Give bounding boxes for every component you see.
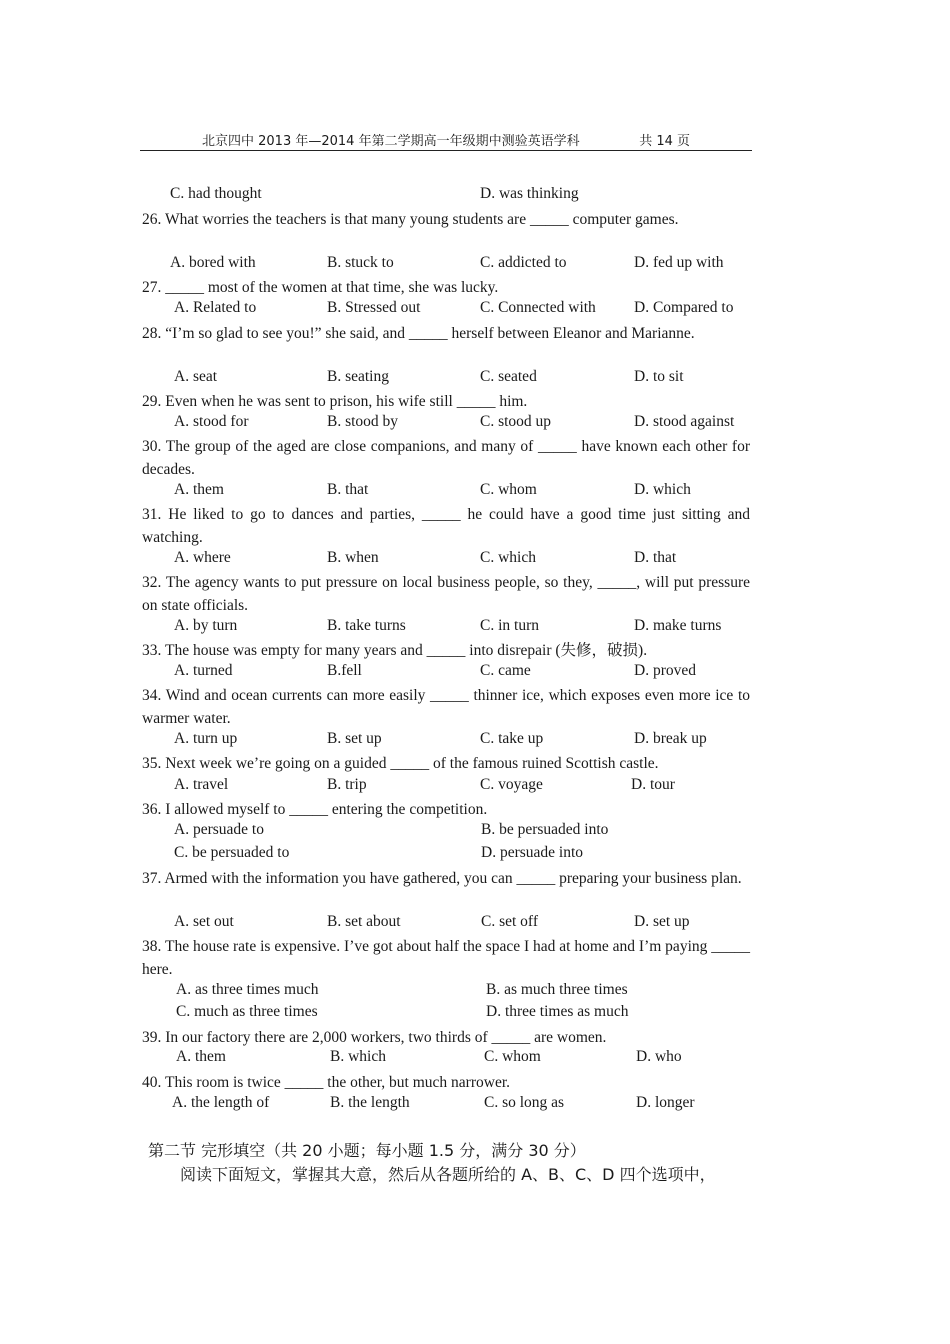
option-d: D. longer [636, 1094, 695, 1111]
options-35 [0, 776, 950, 799]
page-header [140, 126, 752, 151]
options-26 [0, 254, 950, 277]
options-36-row1 [0, 821, 950, 844]
option-c: C. voyage [480, 776, 543, 793]
carry-options [0, 185, 950, 208]
option-d: D. persuade into [481, 844, 584, 861]
option-c: C. which [480, 549, 536, 566]
option-b: B. which [330, 1048, 386, 1065]
option-a: A. turn up [174, 730, 238, 747]
option-d: D. which [634, 481, 691, 498]
option-d: D. to sit [634, 368, 684, 385]
option-d: D. three times as much [486, 1003, 629, 1020]
option-b: B.fell [327, 662, 362, 679]
option-d: D. break up [634, 730, 707, 747]
option-d: D. that [634, 549, 677, 566]
option-a: A. by turn [174, 617, 238, 634]
question-29: 29. Even when he was sent to prison, his wife still _____ him. [142, 393, 528, 410]
option-d: D. Compared to [634, 299, 734, 316]
question-34: 34. Wind and ocean currents can more easily _____ thinner ice, which exposes even more ice to warmer water. [142, 687, 750, 727]
option-b: B. set about [327, 913, 401, 930]
question-38: 38. The house rate is expensive. I’ve got about half the space I had at home and I’m paying _____ here. [142, 938, 750, 978]
option-a: A. persuade to [174, 821, 264, 838]
option-c: C. had thought [170, 185, 262, 202]
option-c: C. take up [480, 730, 544, 747]
option-d: D. who [636, 1048, 682, 1065]
options-30 [0, 481, 950, 504]
question-33: 33. The house was empty for many years and _____ into disrepair (失修，破损). [142, 642, 648, 659]
option-b: B. when [327, 549, 379, 566]
page-count: 共 14 页 [639, 134, 690, 149]
options-40 [0, 1094, 950, 1117]
option-a: A. them [176, 1048, 226, 1065]
option-d: D. set up [634, 913, 690, 930]
question-37: 37. Armed with the information you have gathered, you can _____ preparing your business plan. [142, 870, 742, 887]
option-d: D. was thinking [480, 185, 579, 202]
section-intro: 阅读下面短文，掌握其大意，然后从各题所给的 A、B、C、D 四个选项中， [180, 1165, 716, 1184]
question-40: 40. This room is twice _____ the other, but much narrower. [142, 1074, 511, 1091]
option-c: C. addicted to [480, 254, 567, 271]
option-c: C. whom [484, 1048, 541, 1065]
option-b: B. as much three times [486, 981, 628, 998]
option-b: B. the length [330, 1094, 410, 1111]
options-29 [0, 413, 950, 436]
question-31: 31. He liked to go to dances and parties, _____ he could have a good time just sitting and watching. [142, 506, 750, 546]
option-b: B. that [327, 481, 369, 498]
option-d: D. tour [631, 776, 675, 793]
option-b: B. Stressed out [327, 299, 421, 316]
option-c: C. stood up [480, 413, 552, 430]
question-28: 28. “I’m so glad to see you!” she said, and _____ herself between Eleanor and Marianne. [142, 325, 695, 342]
options-38-row1 [0, 981, 950, 1004]
option-a: A. the length of [172, 1094, 270, 1111]
option-b: B. stuck to [327, 254, 394, 271]
option-b: B. stood by [327, 413, 399, 430]
option-a: A. stood for [174, 413, 249, 430]
question-39: 39. In our factory there are 2,000 workers, two thirds of _____ are women. [142, 1029, 607, 1046]
option-d: D. fed up with [634, 254, 724, 271]
options-39 [0, 1048, 950, 1071]
option-b: B. seating [327, 368, 389, 385]
option-b: B. take turns [327, 617, 406, 634]
section-title: 第二节 完形填空（共 20 小题；每小题 1.5 分，满分 30 分） [148, 1141, 586, 1160]
options-33 [0, 662, 950, 685]
option-a: A. where [174, 549, 231, 566]
option-a: A. set out [174, 913, 234, 930]
options-38-row2 [0, 1003, 950, 1026]
option-b: B. be persuaded into [481, 821, 609, 838]
options-28 [0, 368, 950, 391]
question-26: 26. What worries the teachers is that many young students are _____ computer games. [142, 211, 679, 228]
option-c: C. so long as [484, 1094, 565, 1111]
option-c: C. be persuaded to [174, 844, 290, 861]
option-a: A. turned [174, 662, 233, 679]
option-c: C. seated [480, 368, 537, 385]
options-36-row2 [0, 844, 950, 867]
options-37 [0, 913, 950, 936]
option-b: B. trip [327, 776, 367, 793]
option-c: C. came [480, 662, 531, 679]
option-d: D. stood against [634, 413, 735, 430]
options-31 [0, 549, 950, 572]
option-d: D. make turns [634, 617, 722, 634]
exam-title: 北京四中 2013 年—2014 年第二学期高一年级期中测验英语学科 [202, 134, 580, 149]
option-a: A. as three times much [176, 981, 319, 998]
options-32 [0, 617, 950, 640]
question-32: 32. The agency wants to put pressure on local business people, so they, _____, will put pressure on state officials. [142, 574, 750, 614]
option-a: A. seat [174, 368, 218, 385]
option-c: C. set off [481, 913, 538, 930]
question-27: 27. _____ most of the women at that time, she was lucky. [142, 279, 499, 296]
option-a: A. them [174, 481, 224, 498]
option-c: C. Connected with [480, 299, 596, 316]
question-35: 35. Next week we’re going on a guided _____ of the famous ruined Scottish castle. [142, 755, 659, 772]
option-a: A. Related to [174, 299, 257, 316]
question-30: 30. The group of the aged are close companions, and many of _____ have known each other for decades. [142, 438, 750, 478]
option-a: A. bored with [170, 254, 256, 271]
question-36: 36. I allowed myself to _____ entering the competition. [142, 801, 488, 818]
options-34 [0, 730, 950, 753]
option-a: A. travel [174, 776, 229, 793]
option-c: C. whom [480, 481, 537, 498]
option-d: D. proved [634, 662, 696, 679]
option-c: C. in turn [480, 617, 539, 634]
option-c: C. much as three times [176, 1003, 318, 1020]
options-27 [0, 299, 950, 322]
option-b: B. set up [327, 730, 382, 747]
